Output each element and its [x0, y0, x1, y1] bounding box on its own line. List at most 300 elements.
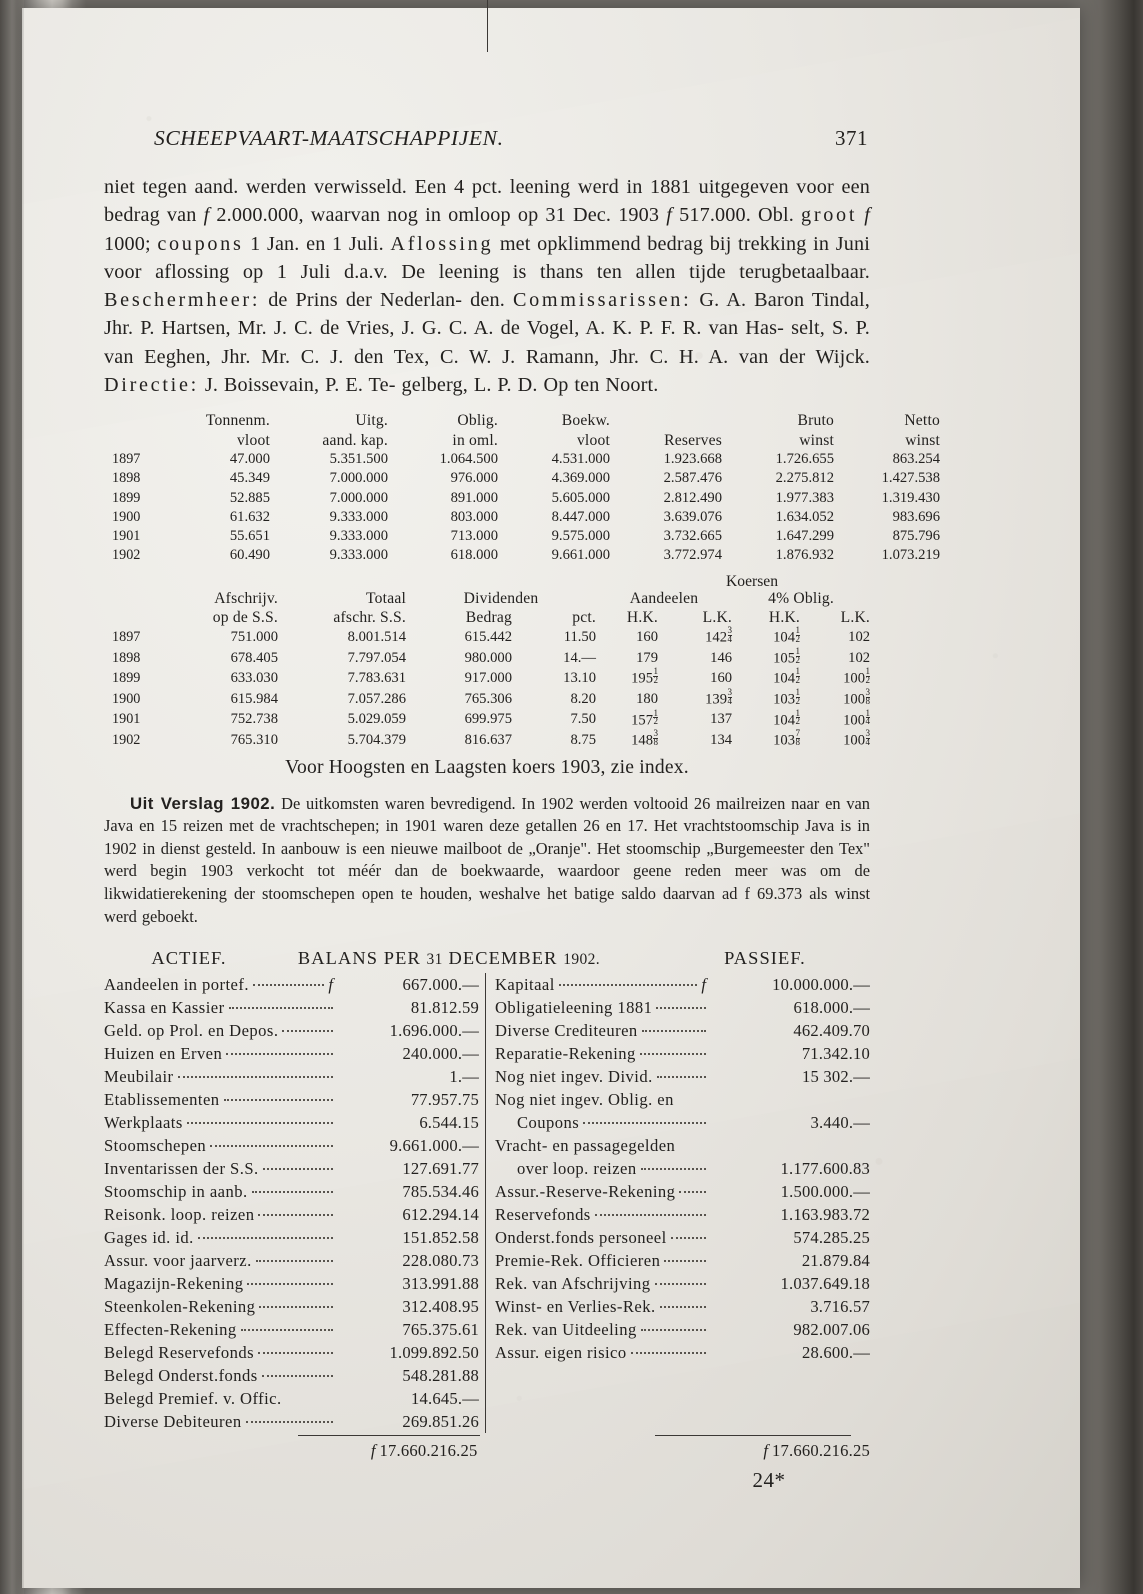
actief-row	[104, 1318, 479, 1341]
t1-cell-netto-winst: 1.319.430	[881, 489, 940, 506]
passief-label: Premie-Rek. Officieren	[495, 1251, 661, 1271]
t1-cell-year: 1901	[112, 528, 141, 545]
fraction: $\frac{3}{8}$	[653, 728, 659, 747]
t2-cell-afschrijv: 765.310	[230, 731, 278, 748]
leader-dots	[187, 1122, 333, 1124]
t2-cell-oblig-lk: 100 $\frac{1}{4}$	[843, 707, 871, 728]
leader-dots	[559, 984, 698, 986]
passief-value: 982.007.06	[793, 1320, 870, 1340]
table1-row	[104, 450, 940, 469]
actief-row	[104, 1341, 479, 1364]
actief-column	[104, 973, 486, 1433]
par-line-3b: 517.000. Obl.	[679, 204, 802, 227]
t2-cell-year: 1898	[112, 649, 141, 666]
leader-dots	[583, 1122, 706, 1124]
actief-row	[104, 1019, 479, 1042]
actief-label: Meubilair	[104, 1067, 174, 1087]
actief-label: Gages id. id.	[104, 1228, 194, 1248]
t1-cell-boekw-vloot: 4.531.000	[551, 450, 610, 467]
statistics-table-2	[104, 589, 870, 751]
t2-cell-div-pct: 8.20	[570, 690, 597, 707]
t2-h-totaal: Totaal	[366, 589, 406, 607]
signature-mark: 24*	[752, 1468, 786, 1493]
par-line-6c: de Prins der Nederlan-	[268, 289, 463, 312]
actief-row	[104, 1065, 479, 1088]
t2-cell-oblig-hk: 103 $\frac{1}{2}$	[773, 686, 801, 708]
actief-value: 6.544.15	[419, 1113, 479, 1133]
t2-h-aandeelen: Aandeelen	[629, 589, 699, 607]
t2-cell-aandeelen-lk: 146	[710, 649, 733, 666]
t2-h-aand-hk: H.K.	[626, 609, 659, 627]
actief-value: 228.080.73	[402, 1251, 479, 1271]
actief-value: 77.957.75	[410, 1090, 479, 1110]
balans-title-text: BALANS PER	[297, 948, 421, 969]
t2-cell-totaal-afschr: 5.704.379	[347, 731, 406, 748]
t2-cell-aandeelen-hk: 157 $\frac{1}{2}$	[631, 707, 659, 728]
t1-cell-reserves: 3.732.665	[663, 528, 722, 545]
actief-total-value: 17.660.216.25	[379, 1441, 478, 1461]
t1-h-blank	[610, 411, 722, 430]
passief-total	[486, 1435, 871, 1493]
t1-cell-year: 1899	[112, 489, 141, 506]
balance-sheet	[104, 973, 870, 1433]
t1-h-tonnenm: Tonnenm.	[205, 412, 270, 430]
actief-value: 240.000.—	[402, 1044, 479, 1064]
verslag-text: De uitkomsten waren bevredigend. In 1902 werden voltooid 26 mailreizen naar en van Java en 15 reizen met de vrachtschepen; in 1901 waren deze getallen 26 en 17. Het vrachtstoomschip Java is in 1902 in dienst gesteld. In aanbouw is een nieuwe mailboot de „Oranje". Het stoomschip „Burgemeester den Tex" werd begin 1903 verkocht tot méér dan de boekwaarde, waardoor geene reden meer was om de likwidatierekening der stoomschepen open te houden, weshalve het batige saldo daarvan ad f 69.373 als winst werd geboekt.	[104, 793, 871, 926]
verslag-heading: Uit Verslag 1902.	[130, 793, 276, 813]
actief-label: Belegd Reservefonds	[104, 1343, 255, 1363]
t2-cell-totaal-afschr: 8.001.514	[347, 628, 406, 645]
t1-cell-reserves: 3.639.076	[663, 508, 722, 525]
passief-row	[495, 1226, 870, 1249]
t1-cell-netto-winst: 1.073.219	[881, 547, 940, 564]
passief-total-currency: f	[763, 1441, 768, 1461]
actief-row	[104, 1088, 479, 1111]
t1-cell-tonnenm-vloot: 60.490	[229, 547, 270, 564]
passief-label: Onderst.fonds personeel	[495, 1228, 667, 1248]
leader-dots	[256, 1260, 333, 1262]
actief-value: 14.645.—	[411, 1389, 479, 1409]
actief-label: Assur. voor jaarverz.	[104, 1251, 252, 1271]
t2-cell-aandeelen-lk: 139 $\frac{3}{4}$	[705, 686, 733, 708]
actief-value: 151.852.58	[402, 1228, 479, 1248]
actief-total	[104, 1435, 486, 1493]
t1-cell-bruto-winst: 1.977.383	[775, 489, 834, 506]
passief-value: 618.000.—	[793, 998, 870, 1018]
t1-h-bruto: Bruto	[797, 412, 834, 430]
passief-row	[495, 996, 870, 1019]
actief-row	[104, 1364, 479, 1387]
actief-value: 269.851.26	[402, 1412, 479, 1432]
t1-cell-oblig-in-oml: 976.000	[450, 470, 498, 487]
table1-row	[104, 546, 940, 565]
passief-label: Kapitaal	[495, 975, 555, 995]
actief-value: 312.408.95	[402, 1297, 479, 1317]
guilder-sign-2: f	[666, 204, 673, 227]
t1-cell-year: 1902	[112, 547, 141, 564]
page-number: 371	[835, 126, 868, 150]
par-line-3d: 1000;	[104, 232, 158, 255]
t2-cell-oblig-hk: 103 $\frac{7}{8}$	[773, 728, 801, 749]
guilder-sign: f	[328, 975, 333, 995]
t1-h-bruto-winst: winst	[799, 431, 834, 449]
passief-value: 462.409.70	[793, 1021, 870, 1041]
leader-dots	[642, 1030, 706, 1032]
t1-cell-reserves: 2.812.490	[663, 489, 722, 506]
par-line-1: niet tegen aand. werden verwisseld. Een 4 pct. leening werd in 1881	[104, 176, 692, 198]
passief-row	[495, 1019, 870, 1042]
left-page-edge	[0, 0, 24, 1594]
par-line-4a: en 1 Juli.	[306, 232, 391, 255]
par-line-4c: met opklimmend bedrag bij trekking in	[499, 232, 830, 255]
passief-row	[495, 1180, 870, 1203]
balance-totals	[104, 1435, 870, 1493]
statistics-table-1	[104, 411, 940, 565]
table2-header-bottom	[104, 608, 870, 627]
actief-label: Belegd Premief. v. Offic.	[104, 1389, 282, 1409]
t2-cell-afschrijv: 633.030	[230, 670, 278, 687]
leader-dots	[258, 1214, 333, 1216]
t2-cell-div-pct: 14.—	[563, 649, 597, 666]
actief-value: 612.294.14	[402, 1205, 479, 1225]
passief-label: Winst- en Verlies-Rek.	[495, 1297, 656, 1317]
t1-cell-netto-winst: 983.696	[892, 508, 940, 525]
passief-row	[495, 1318, 870, 1341]
passief-value: 71.342.10	[801, 1044, 870, 1064]
t1-cell-boekw-vloot: 4.369.000	[551, 470, 610, 487]
t2-h-oblig-4pct: 4% Oblig.	[768, 589, 834, 607]
t1-cell-tonnenm-vloot: 52.885	[229, 489, 270, 506]
t1-cell-bruto-winst: 2.275.812	[775, 470, 834, 487]
page-title: SCHEEPVAART-MAATSCHAPPIJEN.	[154, 126, 504, 150]
t2-cell-year: 1902	[112, 731, 141, 748]
actief-value: 548.281.88	[402, 1366, 479, 1386]
t2-cell-aandeelen-hk: 148 $\frac{3}{8}$	[631, 728, 659, 749]
t2-cell-aandeelen-lk: 134	[710, 731, 733, 748]
t2-cell-oblig-lk: 100 $\frac{1}{2}$	[843, 666, 871, 687]
t1-cell-uitg-aand-kap: 9.333.000	[329, 528, 388, 545]
t1-cell-uitg-aand-kap: 5.351.500	[329, 450, 388, 467]
t2-h-obl-hk: H.K.	[768, 609, 801, 627]
actief-total-currency: f	[370, 1441, 376, 1461]
par-line-10c: J. Boissevain, P. E. Te-	[204, 374, 396, 397]
par-line-8: Mr. J. C. de Vries, J. G. C. A. de Vogel, A. K. P. F. R. van Has-	[237, 317, 785, 340]
t2-h-year-top	[104, 589, 166, 608]
actief-row	[104, 1180, 479, 1203]
leader-dots	[640, 1053, 706, 1055]
t2-cell-year: 1899	[112, 670, 141, 687]
passief-label: Nog niet ingev. Divid.	[495, 1067, 653, 1087]
passief-total-value: 17.660.216.25	[771, 1441, 870, 1461]
fraction: $\frac{7}{8}$	[795, 728, 801, 747]
passief-label: Reservefonds	[495, 1205, 591, 1225]
balans-header	[104, 948, 870, 969]
t1-cell-uitg-aand-kap: 9.333.000	[329, 508, 388, 525]
passief-value: 1.500.000.—	[780, 1182, 870, 1202]
passief-label: Nog niet ingev. Oblig. en	[495, 1090, 674, 1110]
actief-value: 1.—	[449, 1067, 479, 1087]
t1-cell-uitg-aand-kap: 7.000.000	[329, 489, 388, 506]
t1-cell-oblig-in-oml: 618.000	[450, 547, 498, 564]
leader-dots	[178, 1076, 334, 1078]
t1-cell-year: 1900	[112, 508, 141, 525]
passief-label: Vracht- en passagegelden	[495, 1136, 676, 1156]
t2-cell-oblig-hk: 105 $\frac{1}{2}$	[773, 645, 801, 667]
passief-label: Rek. van Uitdeeling	[495, 1320, 637, 1340]
actief-value: 1.099.892.50	[389, 1343, 479, 1363]
t1-h-aand-kap: aand. kap.	[322, 431, 388, 449]
actief-value: 9.661.000.—	[389, 1136, 479, 1156]
t1-h-netto: Netto	[904, 412, 940, 430]
fraction: $\frac{3}{8}$	[865, 686, 871, 706]
passief-label: Rek. van Afschrijving	[495, 1274, 651, 1294]
t2-cell-div-bedrag: 980.000	[464, 649, 512, 666]
t2-h-pct: pct.	[572, 609, 597, 627]
t1-cell-boekw-vloot: 9.661.000	[551, 547, 610, 564]
guilder-sign-3: f	[864, 204, 870, 227]
t1-cell-netto-winst: 1.427.538	[881, 470, 940, 487]
passief-label: Coupons	[517, 1113, 580, 1133]
passief-row	[495, 1088, 870, 1111]
leader-dots	[252, 1191, 333, 1193]
t1-h-boekw: Boekw.	[561, 412, 610, 430]
t2-h-obl-lk: L.K.	[840, 609, 871, 627]
passief-value: 3.440.—	[810, 1113, 870, 1133]
t1-h-oblig: Oblig.	[457, 412, 498, 430]
t2-cell-oblig-hk: 104 $\frac{1}{2}$	[773, 666, 801, 687]
koersen-group-label: Koersen	[726, 572, 778, 590]
table1-header-bottom	[104, 431, 940, 450]
actief-value: 313.991.88	[402, 1274, 479, 1294]
leader-dots	[595, 1214, 706, 1216]
t2-cell-oblig-lk: 100 $\frac{3}{4}$	[843, 728, 871, 749]
actief-label: Huizen en Erven	[104, 1044, 223, 1064]
actief-row	[104, 1295, 479, 1318]
t1-h-in-oml: in oml.	[452, 431, 498, 449]
leader-dots	[657, 1076, 706, 1078]
actief-label: Kassa en Kassier	[104, 998, 225, 1018]
actief-label: Magazijn-Rekening	[104, 1274, 244, 1294]
passief-total-rule	[655, 1435, 851, 1436]
table2-row	[104, 648, 870, 669]
leader-dots	[262, 1375, 333, 1377]
t1-cell-year: 1897	[112, 450, 141, 467]
t1-cell-bruto-winst: 1.634.052	[775, 508, 834, 525]
actief-label: Werkplaats	[104, 1113, 183, 1133]
table2-row	[104, 689, 870, 710]
par-emph-beschermheer: Beschermheer:	[104, 289, 261, 312]
passief-value: 10.000.000.—	[772, 975, 870, 995]
table2-row	[104, 668, 870, 689]
leader-dots	[655, 1283, 706, 1285]
t2-cell-aandeelen-hk: 180	[636, 690, 659, 707]
table1-row	[104, 489, 940, 508]
passief-row	[495, 1042, 870, 1065]
fraction: $\frac{3}{4}$	[865, 728, 871, 747]
passief-row	[495, 1111, 870, 1134]
running-head	[104, 126, 870, 151]
passief-value: 1.037.649.18	[780, 1274, 870, 1294]
passief-value: 1.177.600.83	[780, 1159, 870, 1179]
t1-cell-tonnenm-vloot: 55.651	[229, 528, 270, 545]
leader-dots	[258, 1352, 333, 1354]
actief-value: 765.375.61	[402, 1320, 479, 1340]
actief-label: Stoomschepen	[104, 1136, 207, 1156]
t1-cell-reserves: 3.772.974	[663, 547, 722, 564]
passief-value: 21.879.84	[801, 1251, 870, 1271]
t1-cell-netto-winst: 875.796	[892, 528, 940, 545]
t1-h-netto-winst: winst	[905, 431, 940, 449]
par-emph-coupons: coupons	[157, 232, 244, 255]
actief-value: 785.534.46	[402, 1182, 479, 1202]
actief-label: Inventarissen der S.S.	[104, 1159, 259, 1179]
par-line-2b: 2.000.000, waarvan nog in omloop	[216, 204, 511, 227]
t2-cell-aandeelen-hk: 179	[636, 649, 659, 666]
t2-cell-afschrijv: 751.000	[230, 628, 278, 645]
table1-header-top	[104, 411, 940, 430]
t1-h-reserves: Reserves	[664, 431, 722, 449]
table2-header-top	[104, 589, 870, 608]
leader-dots	[664, 1260, 706, 1262]
t2-cell-oblig-hk: 104 $\frac{1}{2}$	[773, 625, 801, 646]
fraction: $\frac{1}{4}$	[865, 707, 871, 727]
passief-row	[495, 1203, 870, 1226]
t1-cell-tonnenm-vloot: 47.000	[229, 450, 270, 467]
fraction: $\frac{1}{2}$	[795, 625, 801, 645]
t1-cell-uitg-aand-kap: 9.333.000	[329, 547, 388, 564]
actief-row	[104, 1272, 479, 1295]
leader-dots	[226, 1053, 333, 1055]
t1-cell-netto-winst: 863.254	[892, 450, 940, 467]
t1-cell-boekw-vloot: 9.575.000	[551, 528, 610, 545]
t2-cell-div-bedrag: 816.637	[464, 731, 512, 748]
actief-row	[104, 1226, 479, 1249]
t2-cell-totaal-afschr: 5.029.059	[347, 711, 406, 728]
actief-label: Etablissementen	[104, 1090, 220, 1110]
t2-cell-aandeelen-hk: 195 $\frac{1}{2}$	[631, 666, 659, 687]
t1-cell-reserves: 1.923.668	[663, 450, 722, 467]
t1-cell-oblig-in-oml: 803.000	[450, 508, 498, 525]
fraction: $\frac{1}{2}$	[653, 707, 659, 727]
passief-value: 15 302.—	[802, 1067, 870, 1087]
actief-label: Reisonk. loop. reizen	[104, 1205, 255, 1225]
table1-row	[104, 527, 940, 546]
actief-label: Steenkolen-Rekening	[104, 1297, 256, 1317]
leader-dots	[253, 984, 324, 986]
passief-column	[486, 973, 870, 1433]
t2-cell-div-bedrag: 615.442	[464, 628, 512, 645]
actief-label: Aandeelen in portef.	[104, 975, 249, 995]
leader-dots	[679, 1191, 706, 1193]
passief-title: PASSIEF.	[724, 948, 806, 969]
koers-index-note: Voor Hoogsten en Laagsten koers 1903, zie index.	[285, 756, 689, 778]
fraction: $\frac{1}{2}$	[865, 666, 871, 686]
body-paragraph	[104, 173, 870, 399]
guilder-sign: f	[203, 204, 210, 227]
leader-dots	[263, 1168, 333, 1170]
t2-cell-afschrijv: 615.984	[230, 690, 278, 707]
t1-cell-tonnenm-vloot: 45.349	[229, 470, 270, 487]
table1-row	[104, 469, 940, 488]
t1-cell-bruto-winst: 1.726.655	[775, 450, 834, 467]
actief-row	[104, 1249, 479, 1272]
actief-row	[104, 996, 479, 1019]
passief-row	[495, 1065, 870, 1088]
balance-divider	[487, 0, 488, 52]
table2-row	[104, 710, 870, 731]
par-line-2a: uitgegeven voor een bedrag van	[104, 176, 870, 227]
t1-cell-reserves: 2.587.476	[663, 470, 722, 487]
par-line-7a: den.	[470, 289, 513, 312]
leader-dots	[198, 1237, 333, 1239]
book-spine-shadow	[1081, 0, 1143, 1594]
passief-row	[495, 1249, 870, 1272]
passief-value: 28.600.—	[802, 1343, 870, 1363]
fraction: $\frac{1}{2}$	[795, 707, 801, 727]
passief-label: over loop. reizen	[517, 1159, 637, 1179]
par-line-5: Juni voor aflossing op 1 Juli d.a.v. De leening is thans ten allen	[104, 232, 870, 283]
guilder-sign: f	[701, 975, 706, 995]
actief-value: 667.000.—	[402, 975, 479, 995]
leader-dots	[229, 1007, 333, 1009]
t2-cell-oblig-hk: 104 $\frac{1}{2}$	[773, 707, 801, 728]
leader-dots	[210, 1145, 333, 1147]
par-emph-groot: groot	[801, 204, 858, 227]
actief-value: 127.691.77	[402, 1159, 479, 1179]
actief-label: Stoomschip in aanb.	[104, 1182, 248, 1202]
passief-value: 1.163.983.72	[780, 1205, 870, 1225]
t2-cell-div-bedrag: 917.000	[464, 670, 512, 687]
leader-dots	[631, 1352, 706, 1354]
t2-cell-totaal-afschr: 7.783.631	[347, 670, 406, 687]
actief-row	[104, 973, 479, 996]
leader-dots	[259, 1306, 333, 1308]
t1-cell-uitg-aand-kap: 7.000.000	[329, 470, 388, 487]
t1-h-uitg: Uitg.	[355, 412, 388, 430]
balans-title	[274, 948, 660, 969]
fraction: $\frac{1}{2}$	[795, 686, 801, 706]
actief-label: Effecten-Rekening	[104, 1320, 237, 1340]
passief-value: 574.285.25	[793, 1228, 870, 1248]
t2-cell-div-pct: 11.50	[563, 628, 597, 645]
leader-dots	[241, 1329, 333, 1331]
t2-cell-div-bedrag: 699.975	[464, 711, 512, 728]
par-emph-directie: Directie:	[104, 374, 199, 397]
passief-label: Assur. eigen risico	[495, 1343, 627, 1363]
balans-year: 1902.	[563, 951, 601, 969]
fraction: $\frac{1}{2}$	[653, 666, 659, 686]
t2-cell-totaal-afschr: 7.057.286	[347, 690, 406, 707]
actief-label: Geld. op Prol. en Depos.	[104, 1021, 279, 1041]
fraction: $\frac{1}{2}$	[795, 645, 801, 665]
t1-h-year-bottom	[104, 431, 166, 450]
t2-cell-year: 1897	[112, 628, 141, 645]
par-emph-commissarissen: Commissarissen:	[512, 289, 692, 312]
leader-dots	[282, 1030, 333, 1032]
t2-cell-aandeelen-hk: 160	[636, 628, 659, 645]
par-line-7c: G. A. Baron Tindal, Jhr. P. Hartsen,	[104, 289, 870, 340]
table2-row	[104, 627, 870, 648]
actief-label: Belegd Onderst.fonds	[104, 1366, 258, 1386]
passief-row	[495, 1134, 870, 1157]
par-line-3f: 1 Jan.	[250, 232, 300, 255]
t2-h-afschr-ss: afschr. S.S.	[333, 609, 406, 627]
passief-value: 3.716.57	[810, 1297, 870, 1317]
t2-cell-div-pct: 13.10	[563, 670, 597, 687]
t2-cell-aandeelen-lk: 160	[710, 670, 733, 687]
table1-row	[104, 508, 940, 527]
t2-h-aand-lk: L.K.	[702, 609, 733, 627]
